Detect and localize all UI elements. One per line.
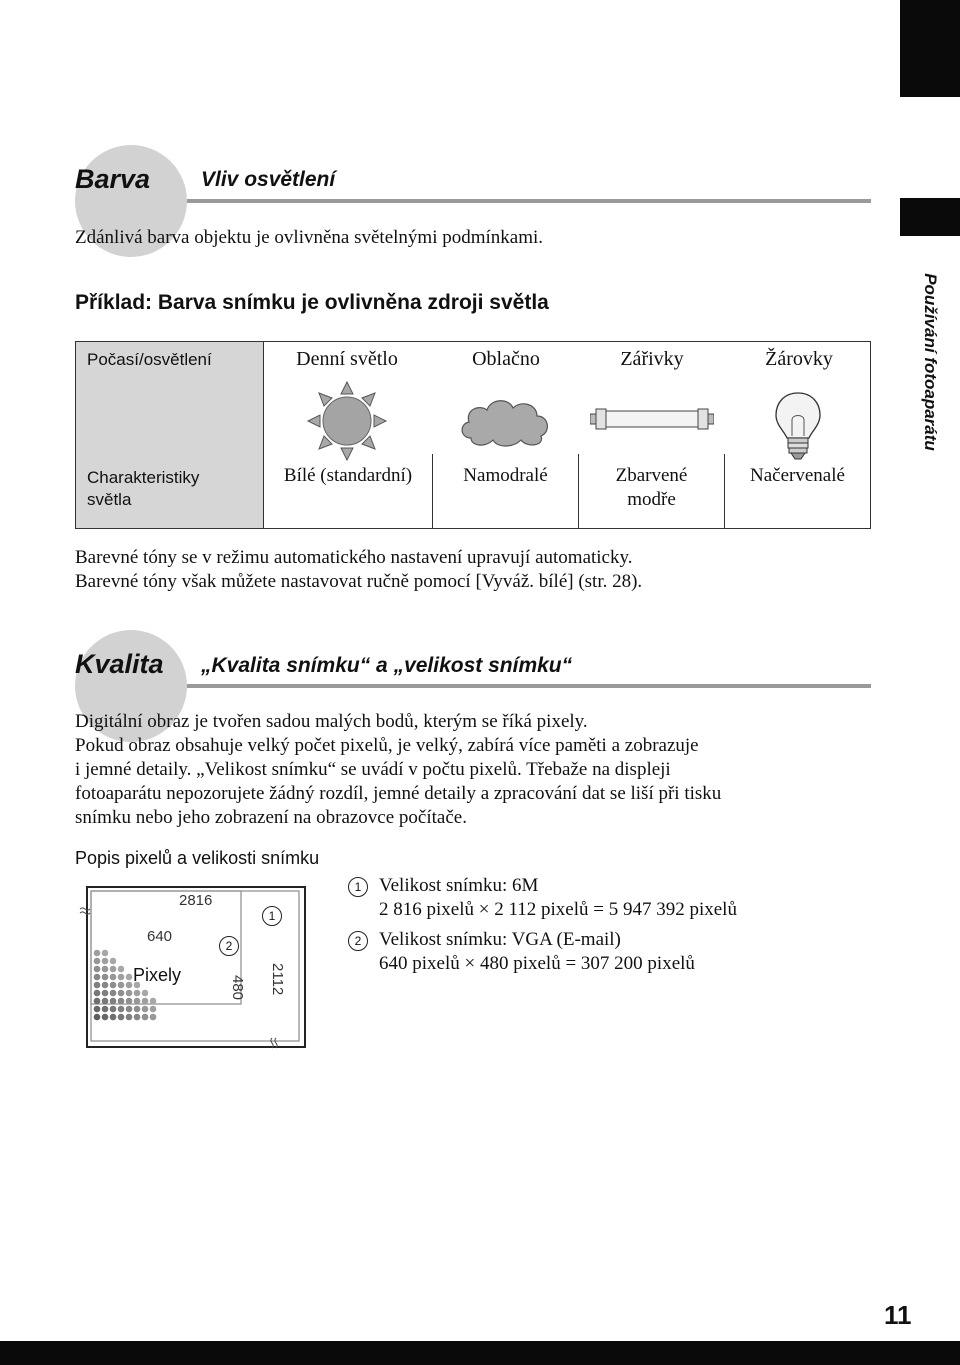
pixel-dot [94, 974, 101, 981]
table-row-head-label [87, 467, 199, 511]
item-2-line-2: 640 pixelů × 480 pixelů = 307 200 pixelů [379, 953, 695, 974]
para-line-3: i jemné detaily. „Velikost snímku“ se uvádí v počtu pixelů. Třebaže na displeji [75, 759, 671, 780]
pixel-dot [126, 982, 133, 989]
pixel-dot [110, 1014, 117, 1021]
section-title: „Kvalita snímku“ a „velikost snímku“ [201, 654, 573, 677]
section-rule [187, 199, 871, 203]
pixel-dot [150, 1006, 157, 1013]
item-1-marker: 1 [348, 877, 368, 897]
pixel-dot [110, 982, 117, 989]
pixel-dot [134, 1014, 141, 1021]
pixel-dot [142, 1014, 149, 1021]
section-tag-kvalita: Kvalita [75, 649, 164, 679]
top-tab-marker [900, 0, 960, 97]
section-rule [187, 684, 871, 688]
para-line-4: fotoaparátu nepozorujete žádný rozdíl, jemné detaily a zpracování dat se liší při tisku [75, 783, 722, 804]
pixel-dot [102, 990, 109, 997]
item-2-marker: 2 [348, 931, 368, 951]
pixel-dot [118, 990, 125, 997]
pixel-dot [110, 958, 117, 965]
note-line-2: Barevné tóny však můžete nastavovat ručně pomocí [Vyváž. bílé] (str. 28). [75, 571, 643, 592]
fluorescent-tube-icon [590, 406, 714, 432]
pixel-dot [150, 998, 157, 1005]
pixels-label: Pixely [133, 965, 182, 985]
para-line-2: Pokud obraz obsahuje velký počet pixelů, je velký, zabírá více paměti a zobrazuje [75, 735, 699, 756]
section-title: Vliv osvětlení [201, 168, 336, 191]
pixel-dot [142, 998, 149, 1005]
pixel-dot [94, 998, 101, 1005]
pixel-dot [102, 974, 109, 981]
para-line-5: snímku nebo jeho zobrazení na obrazovce počítače. [75, 807, 467, 828]
pixel-dot [118, 1006, 125, 1013]
height-small-label: 480 [229, 975, 246, 1001]
width-large-label: 2816 [179, 892, 213, 909]
table-value-row [264, 454, 870, 528]
item-2-line-1: Velikost snímku: VGA (E-mail) [379, 929, 621, 950]
pixel-dot [94, 950, 101, 957]
column-head-fluorescent: Zářivky [620, 348, 684, 370]
column-head-cloudy: Oblačno [472, 348, 540, 370]
pixel-dot [134, 998, 141, 1005]
pixel-dot [150, 1014, 157, 1021]
pixel-dot [94, 1006, 101, 1013]
pixel-dot [134, 990, 141, 997]
pixel-dot [118, 982, 125, 989]
pixel-dot [126, 1014, 133, 1021]
diagram-heading: Popis pixelů a velikosti snímku [75, 848, 320, 868]
pixel-dot [94, 966, 101, 973]
example-heading: Příklad: Barva snímku je ovlivněna zdroji světla [75, 291, 549, 314]
cloud-icon [457, 394, 553, 448]
side-tab-label: Používání fotoaparátu [921, 273, 940, 451]
pixel-dot [126, 990, 133, 997]
pixel-dot [102, 1014, 109, 1021]
diagram-marker-2: 2 [219, 936, 239, 956]
bottom-bar [0, 1341, 960, 1365]
light-bulb-icon [772, 390, 824, 462]
pixel-dot [142, 1006, 149, 1013]
pixel-dot [102, 998, 109, 1005]
width-small-label: 640 [147, 928, 173, 945]
section-intro: Zdánlivá barva objektu je ovlivněna světelnými podmínkami. [75, 227, 544, 248]
pixel-dot [94, 958, 101, 965]
sun-icon [306, 380, 388, 462]
item-1-line-2: 2 816 pixelů × 2 112 pixelů = 5 947 392 pixelů [379, 899, 737, 920]
pixel-dot [94, 990, 101, 997]
pixel-dot [110, 966, 117, 973]
page-number: 11 [884, 1300, 912, 1330]
pixel-dot [110, 974, 117, 981]
pixel-dot [102, 950, 109, 957]
pixel-dot [134, 1006, 141, 1013]
pixel-dot [118, 974, 125, 981]
pixel-dot [94, 982, 101, 989]
value-fluorescent-line1: Zbarvené [615, 465, 688, 486]
side-tab-marker [900, 198, 960, 236]
pixel-dot [102, 1006, 109, 1013]
height-large-label: 2112 [269, 963, 286, 996]
diagram-marker-1: 1 [262, 906, 282, 926]
value-fluorescent-line2: modře [627, 489, 676, 510]
column-head-incandescent: Žárovky [765, 348, 833, 370]
pixel-size-diagram [76, 883, 316, 1063]
value-cloudy: Namodralé [432, 454, 578, 528]
para-line-1: Digitální obraz je tvořen sadou malých bodů, kterým se říká pixely. [75, 711, 588, 732]
pixel-dot [110, 1006, 117, 1013]
item-1-line-1: Velikost snímku: 6M [379, 875, 539, 896]
value-incandescent: Načervenalé [724, 454, 870, 528]
table-row-head-cell [76, 454, 264, 528]
pixel-dot [142, 990, 149, 997]
pixel-dot [118, 1014, 125, 1021]
table-icon-row [264, 342, 870, 454]
pixel-dot [126, 998, 133, 1005]
pixel-dot [110, 990, 117, 997]
pixel-dot [110, 998, 117, 1005]
light-source-table [75, 341, 871, 529]
table-head-cell [76, 342, 264, 454]
pixel-dot [102, 966, 109, 973]
column-head-daylight: Denní světlo [296, 348, 398, 370]
row-label-line1: Charakteristiky [87, 468, 200, 487]
note-line-1: Barevné tóny se v režimu automatického nastavení upravují automaticky. [75, 547, 633, 568]
table-head-label: Počasí/osvětlení [87, 350, 212, 369]
pixel-dot [118, 966, 125, 973]
pixel-dot [94, 1014, 101, 1021]
pixel-dot [118, 998, 125, 1005]
value-fluorescent [578, 454, 724, 528]
section-tag-barva: Barva [75, 164, 151, 194]
pixel-dot [126, 974, 133, 981]
pixel-dot [102, 982, 109, 989]
pixel-dot [102, 958, 109, 965]
row-label-line2: světla [87, 490, 132, 509]
pixel-dot [126, 1006, 133, 1013]
value-daylight: Bílé (standardní) [283, 465, 413, 486]
